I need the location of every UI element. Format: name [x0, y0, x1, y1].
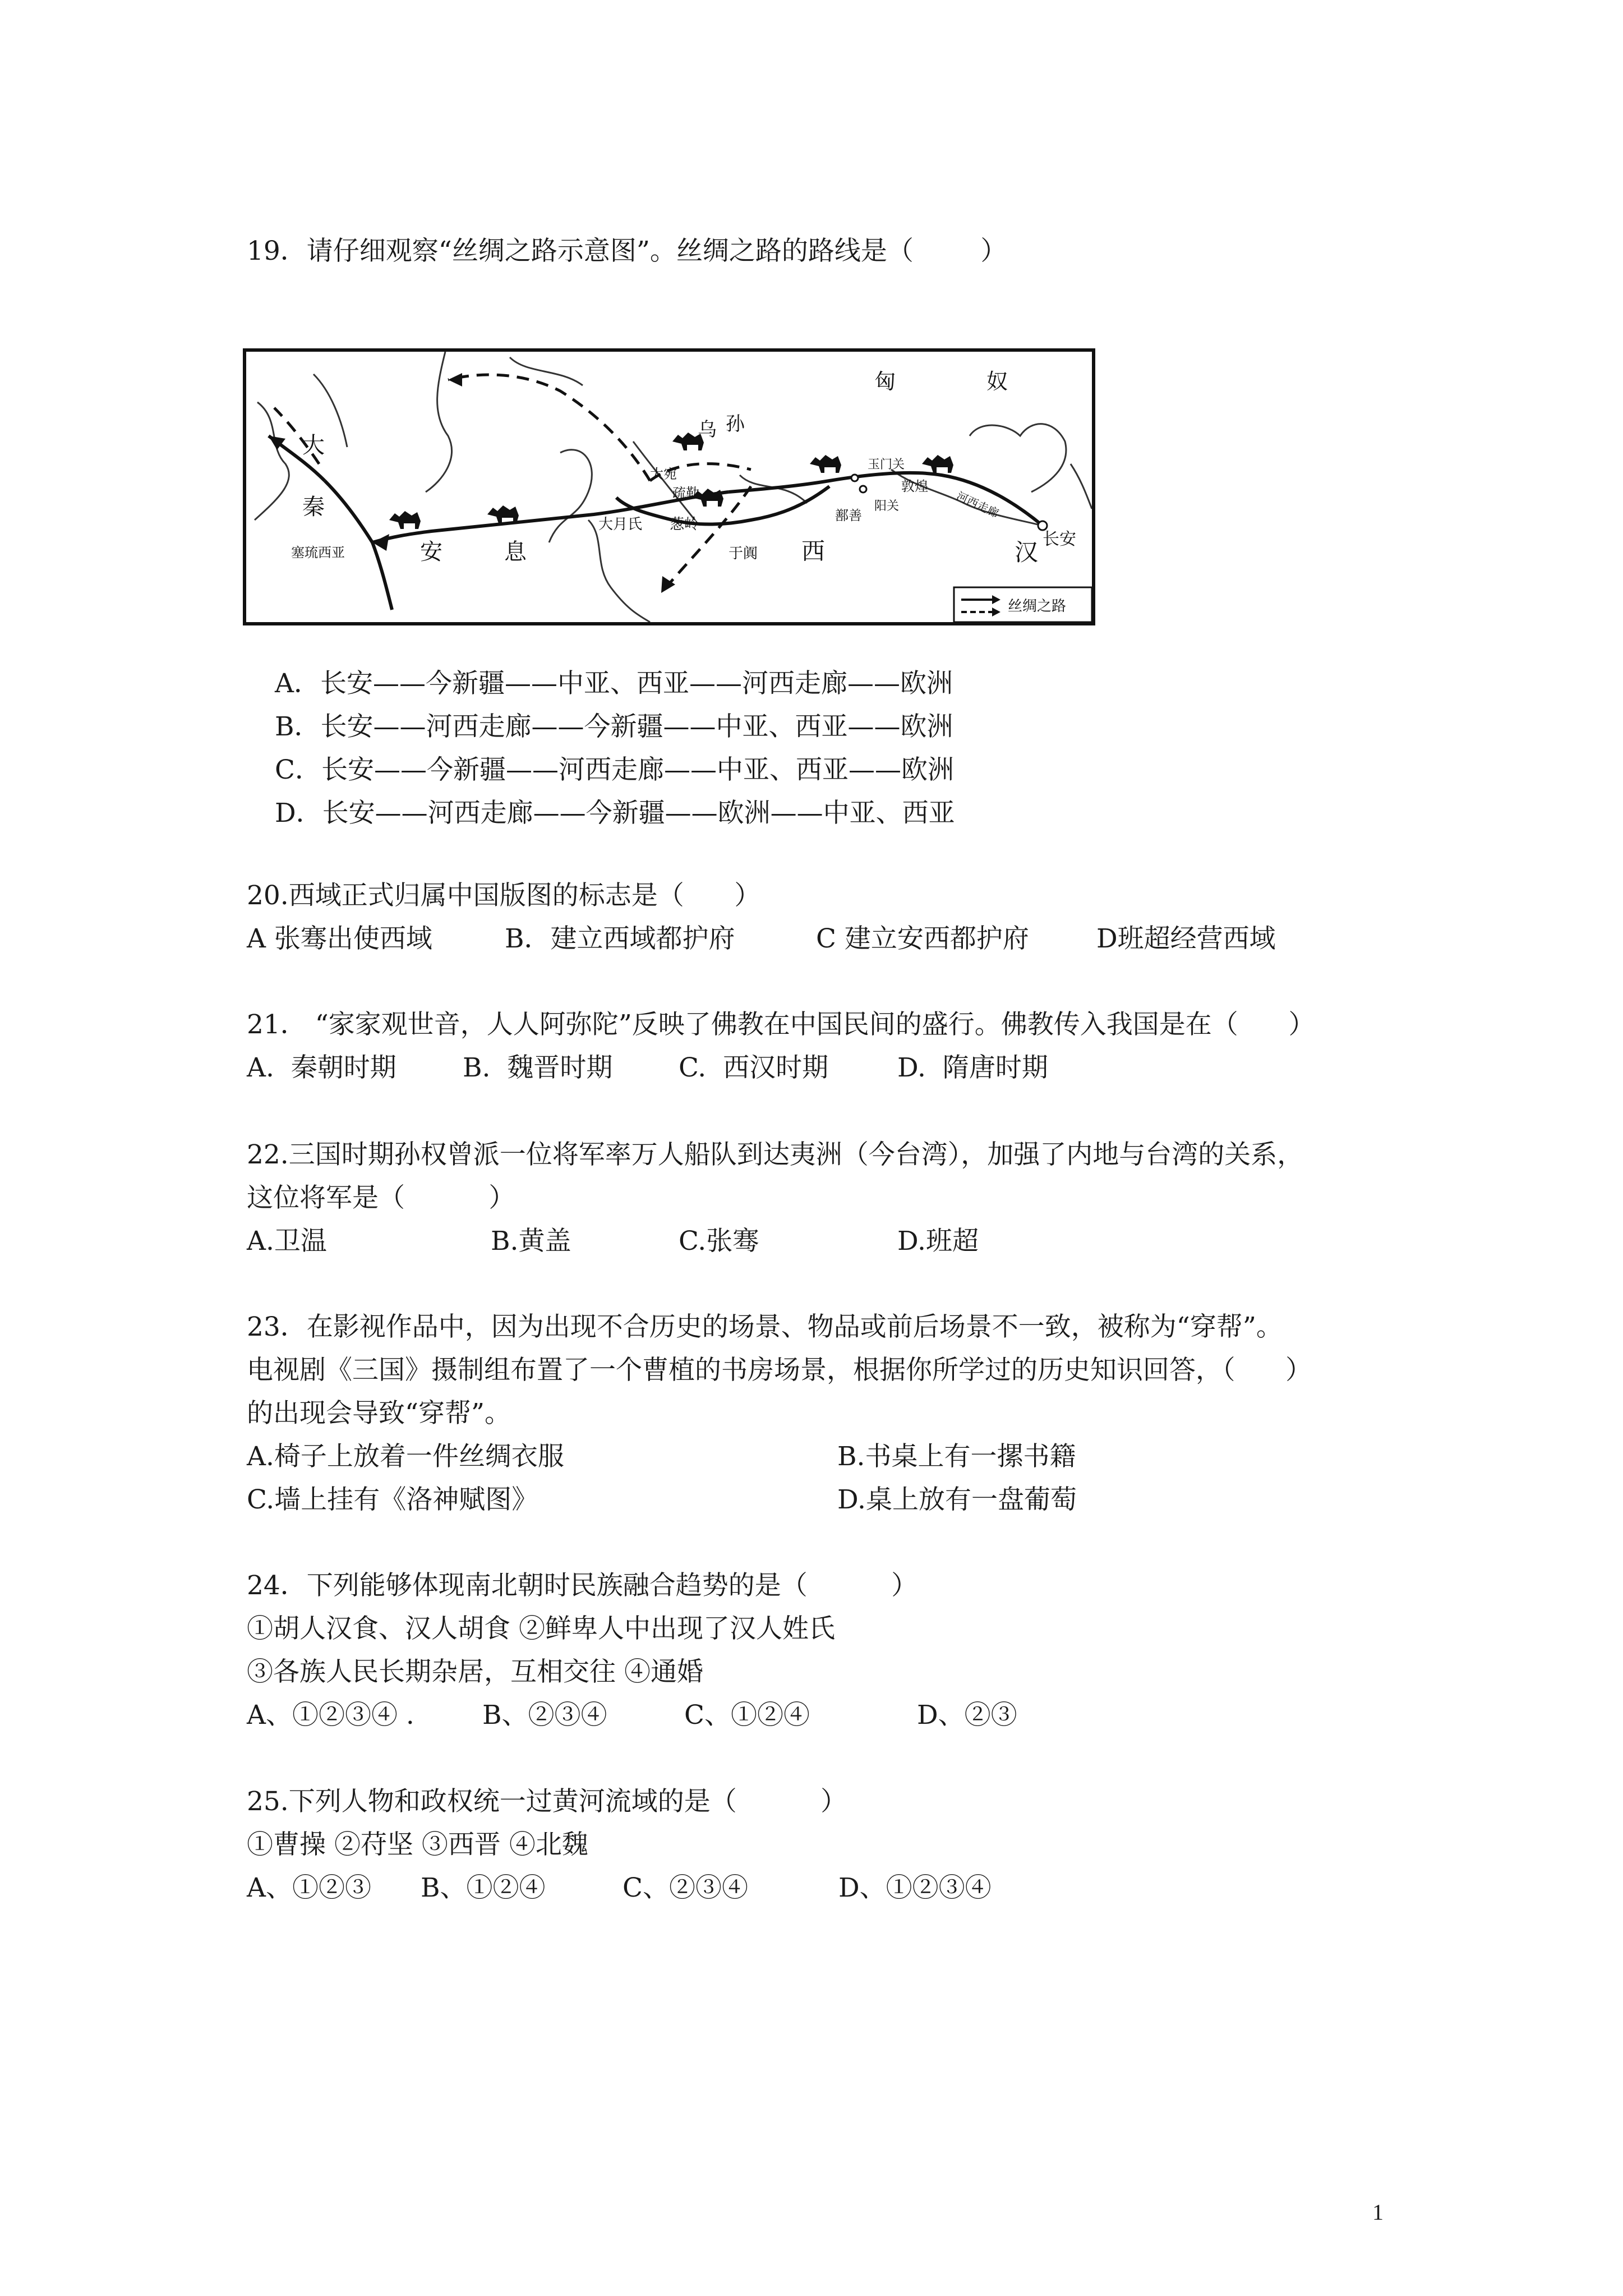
map-label-xiongnu-2: 奴	[986, 369, 1008, 394]
q24-option-b: B、②③④	[482, 1700, 607, 1731]
q23-option-d: D.桌上放有一盘葡萄	[837, 1484, 1077, 1515]
map-label-xi: 西	[801, 537, 826, 565]
map-label-daqin-2: 秦	[302, 494, 325, 520]
map-label-wusun-2: 孙	[726, 413, 745, 435]
q24-items-line2: ③各族人民长期杂居，互相交往 ④通婚	[247, 1657, 703, 1687]
q21-stem: 21． “家家观世音，人人阿弥陀”反映了佛教在中国民间的盛行。佛教传入我国是在（ ）	[247, 1009, 1315, 1040]
map-label-changan: 长安	[1043, 530, 1076, 549]
q24-option-a: A、①②③④ .	[247, 1700, 414, 1731]
map-label-xiongnu-1: 匈	[874, 369, 896, 394]
q22-stem-line1: 22.三国时期孙权曾派一位将军率万人船队到达夷洲（今台湾），加强了内地与台湾的关系，	[247, 1139, 1304, 1170]
map-label-dayuezhi: 大月氏	[598, 516, 643, 533]
map-label-han: 汉	[1015, 539, 1039, 566]
q21-option-c: C. 西汉时期	[679, 1052, 829, 1083]
q23-option-a: A.椅子上放着一件丝绸衣服	[247, 1441, 564, 1472]
q25-option-a: A、①②③	[247, 1872, 371, 1903]
q20-option-b: B．建立西域都护府	[505, 923, 735, 954]
map-label-yutian: 于阗	[728, 545, 758, 562]
q25-stem: 25.下列人物和政权统一过黄河流域的是（ ）	[247, 1786, 847, 1817]
q22-option-d: D.班超	[897, 1226, 979, 1257]
q25-option-d: D、①②③④	[838, 1872, 992, 1903]
q23-option-b: B.书桌上有一摞书籍	[837, 1441, 1076, 1472]
q21-option-a: A. 秦朝时期	[247, 1052, 396, 1083]
q22-stem-line2: 这位将军是（ ）	[247, 1182, 515, 1213]
q25-option-c: C、②③④	[623, 1872, 748, 1903]
map-label-dunhuang: 敦煌	[901, 478, 928, 494]
map-label-congling: 葱岭	[670, 516, 699, 533]
q20-option-d: D班超经营西域	[1096, 923, 1276, 954]
map-label-shanshan: 鄯善	[835, 508, 862, 523]
map-legend	[954, 587, 1092, 622]
map-label-dawan: 大宛	[650, 466, 677, 482]
map-label-hexi-zoulang: 河西走廊	[954, 489, 1001, 521]
q24-items-line1: ①胡人汉食、汉人胡食 ②鲜卑人中出现了汉人姓氏	[247, 1613, 835, 1644]
map-label-seleucia: 塞琉西亚	[291, 545, 345, 560]
q21-option-d: D. 隋唐时期	[897, 1052, 1048, 1083]
map-label-yangguan: 阳关	[874, 499, 900, 513]
q24-option-c: C、①②④	[684, 1700, 810, 1731]
q19-stem: 19．请仔细观察“丝绸之路示意图”。丝绸之路的路线是（ ）	[247, 236, 1007, 266]
q23-option-c: C.墙上挂有《洛神赋图》	[247, 1484, 538, 1515]
q20-option-a: A 张骞出使西域	[247, 923, 432, 954]
q24-stem: 24．下列能够体现南北朝时民族融合趋势的是（ ）	[247, 1570, 918, 1601]
map-label-wusun-1: 乌	[698, 418, 717, 441]
q20-option-c: C 建立安西都护府	[816, 923, 1029, 954]
q25-items: ①曹操 ②苻坚 ③西晋 ④北魏	[247, 1829, 588, 1860]
q22-option-c: C.张骞	[679, 1226, 759, 1257]
map-label-daqin-1: 大	[302, 432, 325, 458]
map-legend-label: 丝绸之路	[1008, 598, 1067, 615]
q23-stem-line1: 23．在影视作品中，因为出现不合历史的场景、物品或前后场景不一致，被称为“穿帮”。	[247, 1312, 1283, 1342]
q20-stem: 20.西域正式归属中国版图的标志是（ ）	[247, 880, 761, 911]
map-label-yumenguan: 玉门关	[868, 458, 905, 472]
map-label-anxi-2: 息	[504, 539, 527, 565]
map-label-shule: 疏勒	[672, 485, 699, 501]
q22-option-b: B.黄盖	[491, 1226, 571, 1257]
q25-option-b: B、①②④	[421, 1872, 546, 1903]
q24-option-d: D、②③	[917, 1700, 1017, 1731]
q22-option-a: A.卫温	[247, 1226, 327, 1257]
q19-option-d: D．长安——河西走廊——今新疆——欧洲——中亚、西亚	[275, 798, 955, 829]
q21-option-b: B. 魏晋时期	[463, 1052, 613, 1083]
q23-stem-line2: 电视剧《三国》摄制组布置了一个曹植的书房场景，根据你所学过的历史知识回答，（ ）	[247, 1355, 1312, 1386]
q23-stem-line3: 的出现会导致“穿帮”。	[247, 1398, 511, 1429]
q19-option-c: C．长安——今新疆——河西走廊——中亚、西亚——欧洲	[275, 754, 954, 785]
q19-option-b: B．长安——河西走廊——今新疆——中亚、西亚——欧洲	[275, 711, 953, 742]
page-number: 1	[1372, 2200, 1384, 2225]
q19-option-a: A．长安——今新疆——中亚、西亚——河西走廊——欧洲	[275, 668, 953, 699]
silk-road-map	[243, 348, 1095, 625]
map-label-anxi-1: 安	[420, 539, 442, 565]
